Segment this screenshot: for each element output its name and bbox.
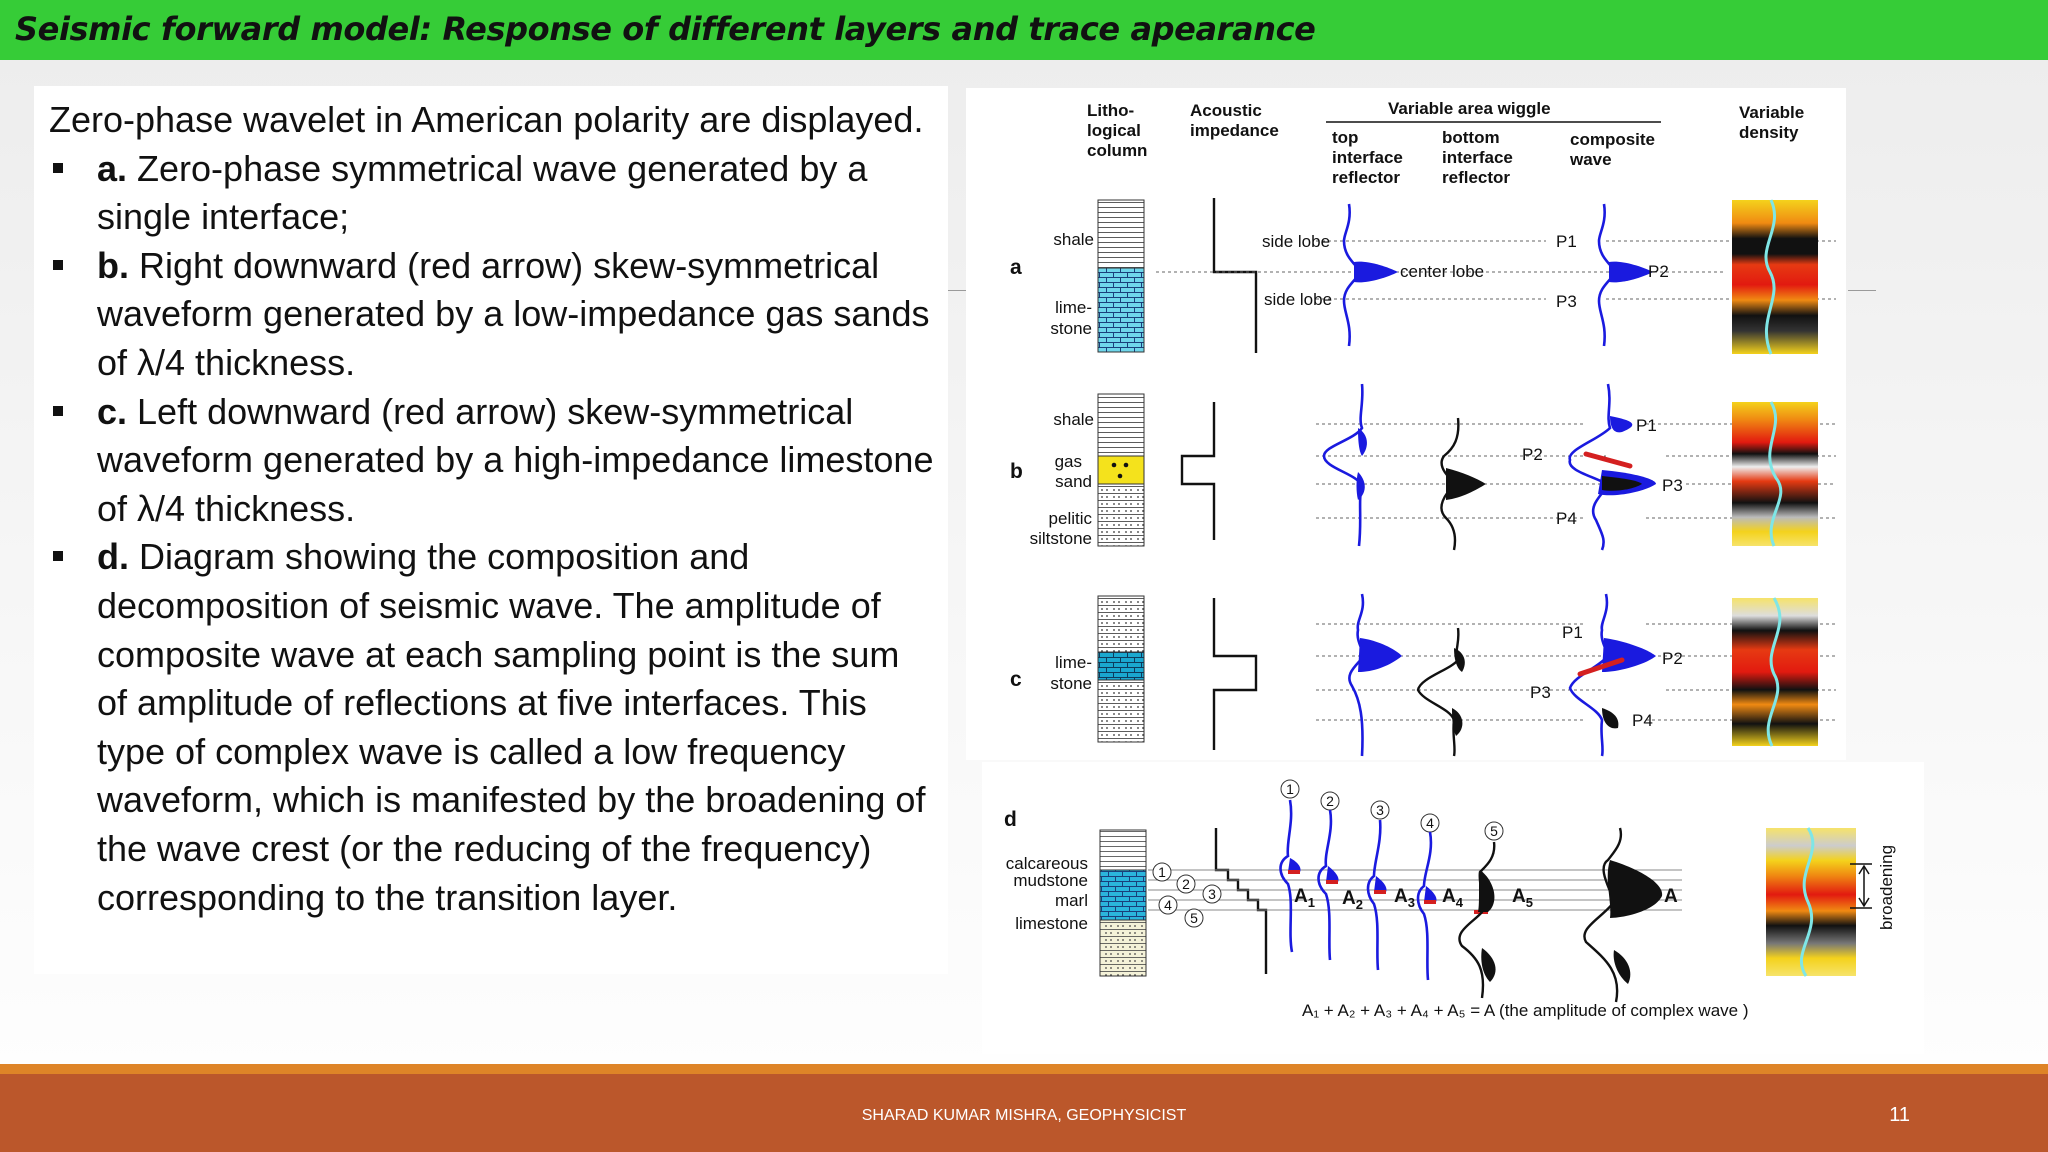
litho-siltstone [1098,596,1144,652]
marker-5: 5 [1190,910,1198,926]
seismic-figure-d [982,762,1924,1054]
header-litho-3: column [1087,141,1148,160]
litho-siltstone [1100,920,1146,976]
lobe-fill [1454,648,1465,672]
impedance-curve [1214,598,1256,750]
panel-c [1010,594,1836,756]
header-bottom-2: interface [1442,148,1513,167]
marker-3: 3 [1376,802,1384,818]
label-a1: $A_1$ [1294,886,1315,910]
header-impedance-1: Acoustic [1190,101,1262,120]
label-layer-2: mudstone [1013,871,1088,890]
wave-component-4 [1418,832,1431,980]
lobe-fill [1288,858,1301,872]
label-p1: P1 [1562,623,1583,642]
marker-1: 1 [1286,781,1294,797]
label-p2: P2 [1522,445,1543,464]
label-a5: $A_5$ [1512,886,1533,910]
bullet-label: b. [97,244,129,286]
label-limestone-2: stone [1050,674,1092,693]
header-density-2: density [1739,123,1799,142]
label-siltstone-1: pelitic [1048,509,1092,528]
label-p1: P1 [1636,416,1657,435]
label-layer-4: limestone [1015,914,1088,933]
label-side-lobe-top: side lobe [1262,232,1331,251]
lobe-fill [1608,860,1662,918]
lobe-fill [1326,866,1339,882]
wave-top-c [1349,594,1364,756]
impedance-curve [1182,402,1214,540]
footer-author: SHARAD KUMAR MISHRA, GEOPHYSICIST [861,1107,1187,1124]
label-p2: P2 [1648,262,1669,281]
seismic-figure-abc [966,88,1846,760]
lobe-fill [1609,262,1653,283]
label-a4: $A_4$ [1442,886,1463,910]
lobe-fill [1602,708,1618,728]
litho-limestone [1100,870,1146,920]
density-strip-c [1732,598,1818,746]
label-broadening: broadening [1877,844,1896,930]
lobe-fill [1358,428,1367,456]
label-p2: P2 [1662,649,1683,668]
label-shale: shale [1053,410,1094,429]
bullet-item-a [49,145,939,242]
bullet-text: Zero-phase symmetrical wave generated by a single interface; [97,147,868,238]
lobe-fill [1446,468,1486,500]
header-litho-1: Litho- [1087,101,1135,120]
label-limestone-1: lime- [1055,653,1092,672]
label-p4: P4 [1632,711,1653,730]
header-composite-2: wave [1570,150,1612,169]
footer-accent-line [0,1064,2048,1074]
header-density-1: Variable [1739,103,1805,122]
lobe-fill [1354,262,1398,283]
litho-limestone [1098,268,1144,352]
lobe-fill [1357,472,1365,500]
label-gas-1: gas [1054,452,1082,471]
wave-bottom-c [1418,628,1458,756]
label-shale: shale [1053,230,1094,249]
header-top-2: interface [1332,148,1403,167]
panel-a-letter: a [1010,256,1022,279]
bullet-item-d [49,533,939,922]
panel-b-letter: b [1010,460,1023,483]
litho-siltstone [1098,484,1144,546]
litho-shale [1098,200,1144,268]
marker-4: 4 [1164,897,1172,913]
bullet-item-b [49,242,939,388]
lobe-fill [1478,870,1494,912]
label-layer-1: calcareous [1005,854,1088,873]
wave-component-2 [1319,810,1331,960]
label-side-lobe-bottom: side lobe [1264,290,1333,309]
bullet-label: c. [97,390,128,432]
body-text [49,96,939,922]
bullet-list [49,145,939,923]
panel-b [1010,384,1836,550]
marker-3: 3 [1208,886,1216,902]
label-layer-3: marl [1054,891,1088,910]
lobe-fill [1602,638,1656,672]
intro-text: Zero-phase wavelet in American polarity are displayed. [49,99,924,140]
lobe-fill [1358,638,1402,672]
wave-component-1 [1281,800,1293,952]
label-p1: P1 [1556,232,1577,251]
bullet-square-icon [53,551,63,561]
litho-siltstone [1098,680,1144,742]
marker-5: 5 [1490,823,1498,839]
lobe-fill [1424,886,1437,902]
wave-composite-c [1570,594,1608,756]
bullet-item-c [49,388,939,534]
label-siltstone-2: siltstone [1029,529,1092,548]
amplitude-equation: A₁ + A₂ + A₃ + A₄ + A₅ = A (the amplitude of complex wave ) [1302,1001,1749,1020]
bullet-square-icon [53,163,63,173]
header-top-3: reflector [1332,168,1401,187]
panel-d-letter: d [1004,808,1017,831]
label-a-total: A [1664,886,1678,907]
lobe-fill [1374,876,1387,892]
label-p4: P4 [1556,509,1577,528]
marker-1: 1 [1158,864,1166,880]
litho-limestone [1098,652,1144,680]
red-arrow-icon [1586,454,1630,466]
bullet-text: Right downward (red arrow) skew-symmetrical waveform generated by a low-impedance gas sands of λ/4 thickness. [97,244,930,383]
header-composite-1: composite [1570,130,1656,149]
divider-line [948,290,966,291]
header-litho-2: logical [1087,121,1141,140]
marker-4: 4 [1426,815,1434,831]
label-p3: P3 [1662,476,1683,495]
panel-a [1010,198,1836,354]
figure-headers [1087,99,1804,187]
lobe-fill [1610,416,1632,432]
label-gas-2: sand [1055,472,1092,491]
wave-component-3 [1368,820,1380,970]
marker-2: 2 [1326,793,1334,809]
divider-line [1848,290,1876,291]
marker-2: 2 [1182,876,1190,892]
label-p3: P3 [1530,683,1551,702]
header-bottom-3: reflector [1442,168,1511,187]
label-p3: P3 [1556,292,1577,311]
label-a3: $A_3$ [1394,886,1415,910]
label-a2: $A_2$ [1342,888,1363,912]
impedance-curve [1214,198,1256,353]
litho-gas-sand [1098,456,1144,484]
litho-shale [1098,394,1144,456]
label-center-lobe: center lobe [1400,262,1485,281]
bullet-square-icon [53,260,63,270]
impedance-curve [1216,828,1266,974]
header-impedance-2: impedance [1190,121,1279,140]
bullet-text: Left downward (red arrow) skew-symmetrical waveform generated by a high-impedance limestone of λ/4 thickness. [97,390,934,529]
header-top-1: top [1332,128,1359,147]
figure-d-svg [982,762,1924,1054]
header-wiggle: Variable area wiggle [1388,99,1551,118]
panel-c-letter: c [1010,668,1022,691]
page-number: 11 [1889,1104,1910,1126]
figure-abc-svg [966,88,1846,760]
slide-title: Seismic forward model: Response of different layers and trace apearance [15,10,1316,48]
wave-top-b [1324,384,1362,546]
litho-mudstone [1100,830,1146,870]
label-limestone-2: stone [1050,319,1092,338]
header-bottom-1: bottom [1442,128,1500,147]
bullet-text: Diagram showing the composition and decomposition of seismic wave. The amplitude of composite wave at each sampling point is the sum of amplitude of reflections at five interfaces. This type of complex wave is called a low frequency waveform, which is manifested by the broadening of the wave crest (or the reducing of the frequency) corresponding to the transition layer. [97,536,926,918]
bullet-label: a. [97,147,128,189]
bullet-label: d. [97,536,129,578]
label-limestone-1: lime- [1055,298,1092,317]
panel-d-layer-labels [1006,854,1088,933]
bullet-square-icon [53,406,63,416]
